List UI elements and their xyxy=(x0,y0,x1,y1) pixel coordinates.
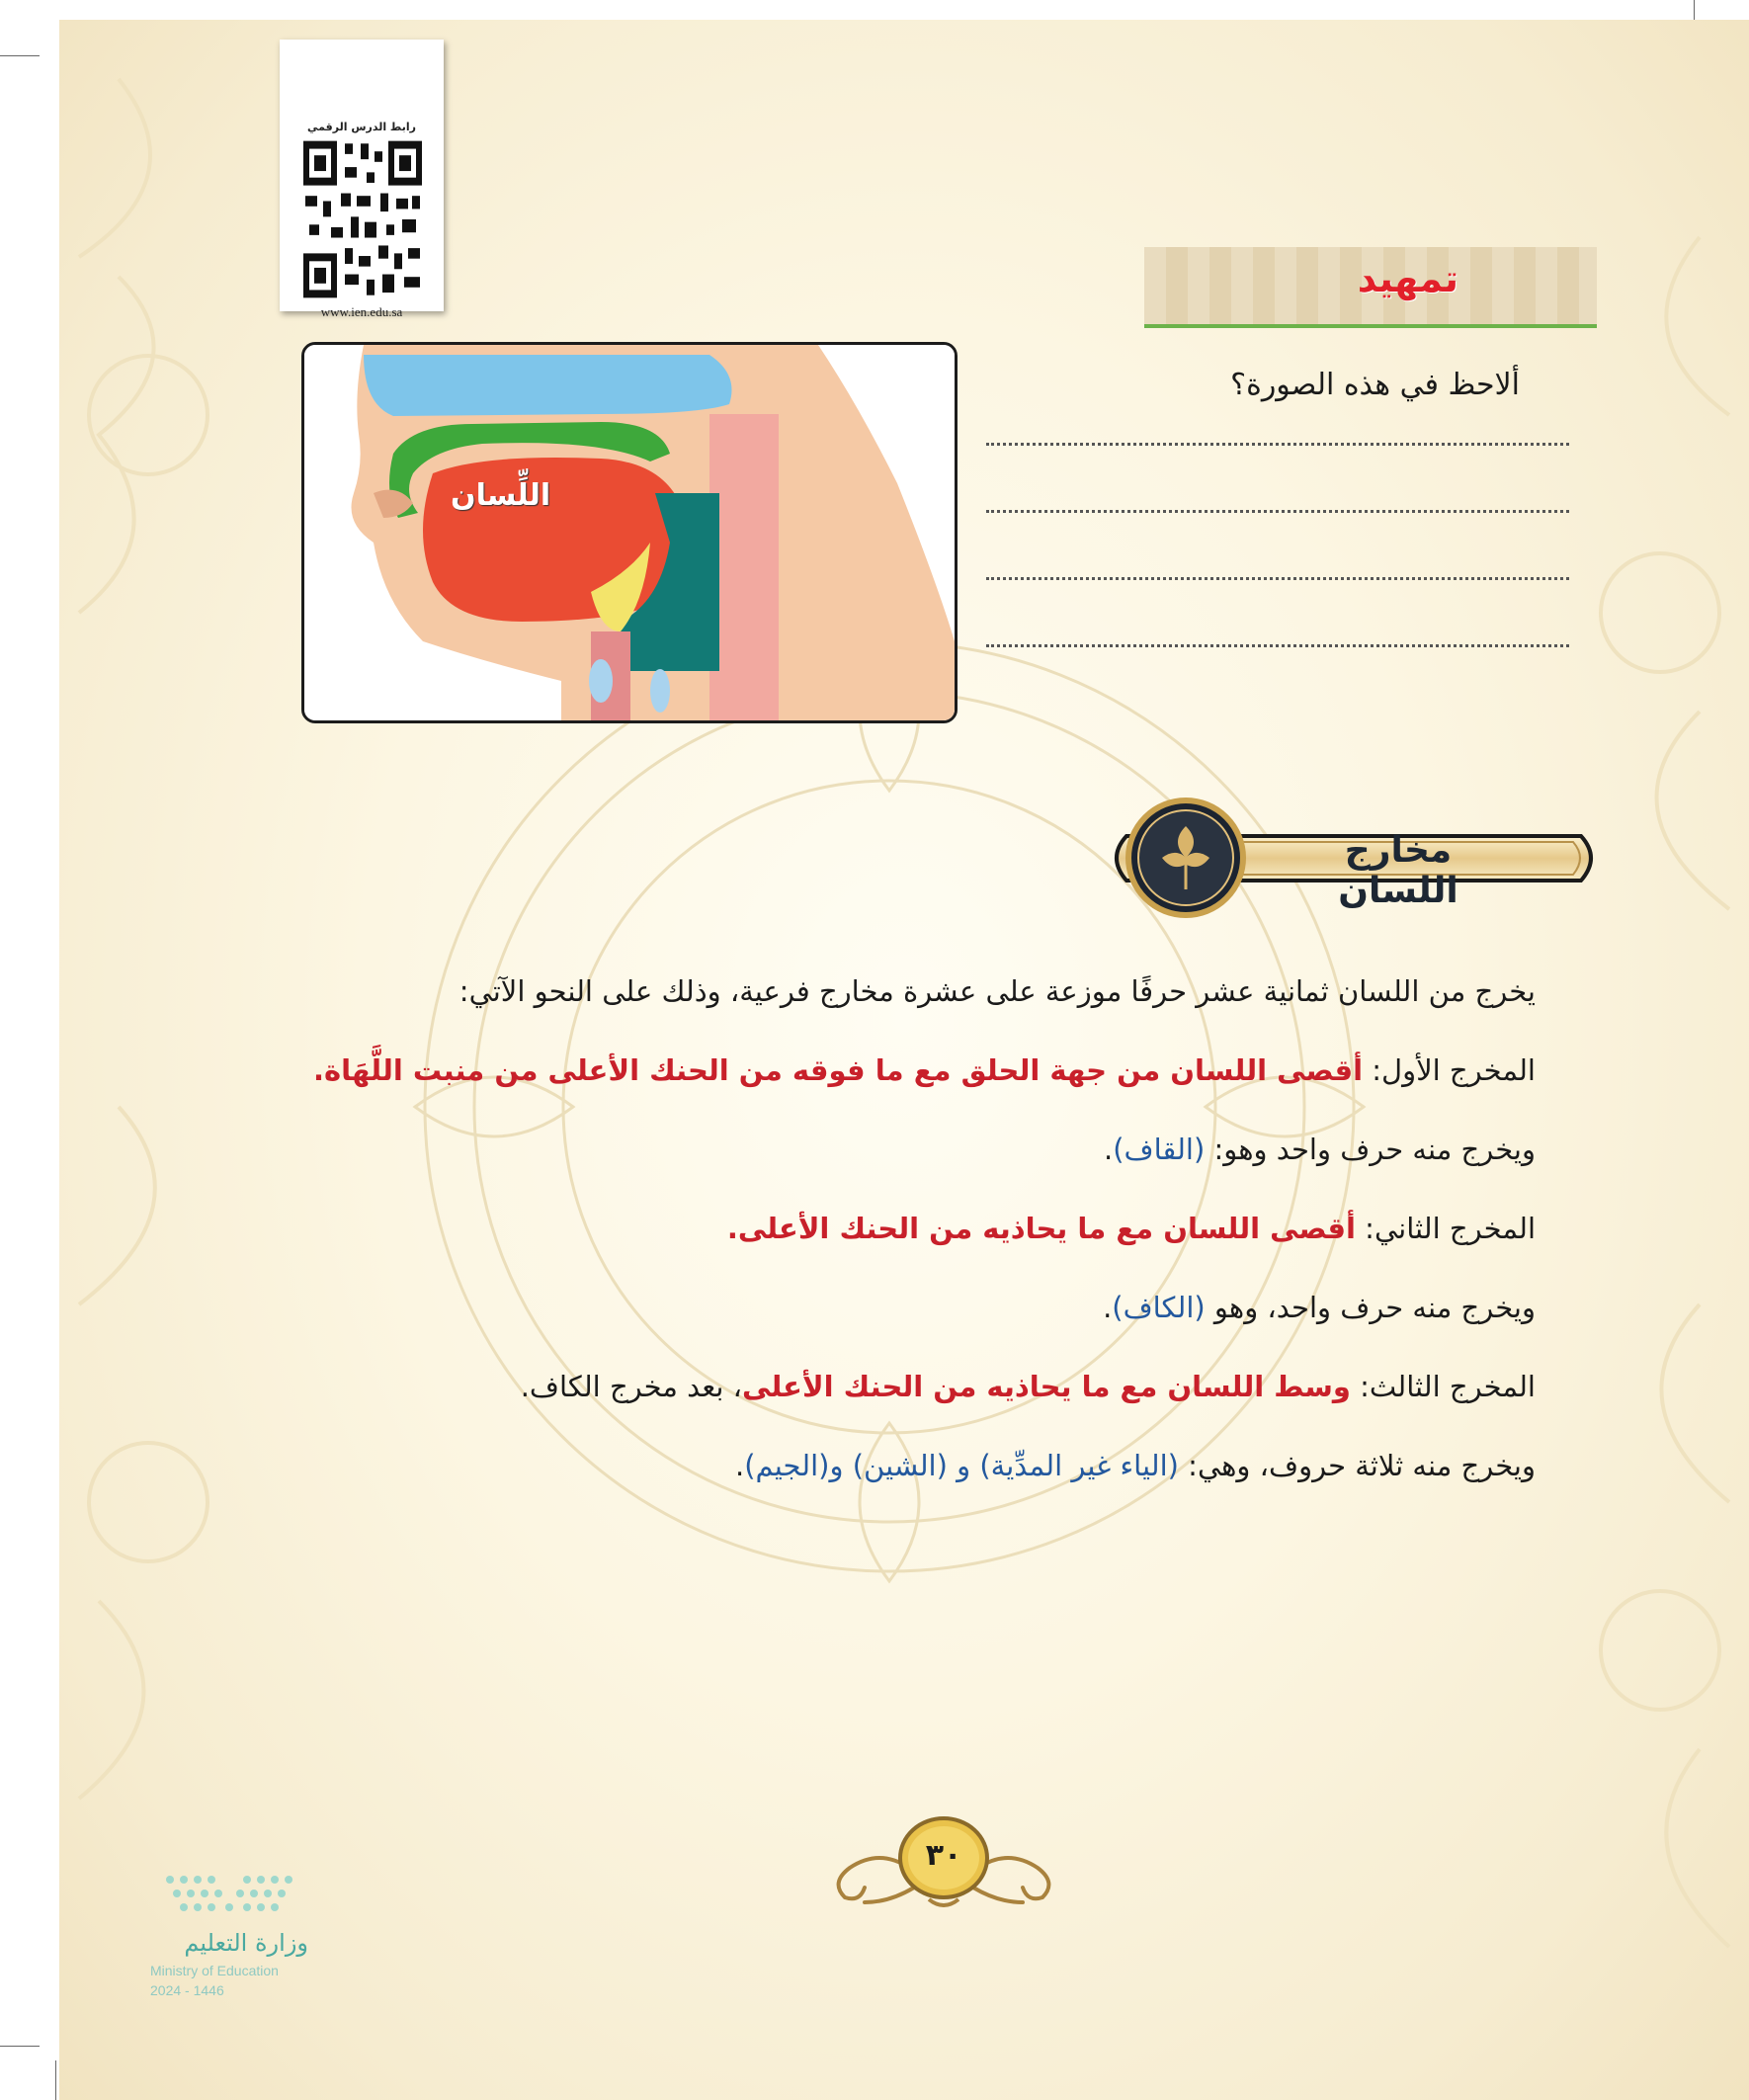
makhraj-3-letters-prefix: ويخرج منه ثلاثة حروف، وهي: xyxy=(1178,1449,1536,1482)
makhraj-2-letters-prefix: ويخرج منه حرف واحد، وهو xyxy=(1205,1291,1536,1324)
makhraj-3-text: وسط اللسان مع ما يحاذيه من الحنك الأعلى xyxy=(742,1370,1351,1403)
crop-mark xyxy=(55,2060,56,2100)
answer-line[interactable] xyxy=(986,510,1569,513)
makhraj-3-definition xyxy=(350,1370,1536,1403)
makhraj-3-label: المخرج الثالث: xyxy=(1350,1370,1536,1403)
section-title: مخارج اللسان xyxy=(1338,830,1458,911)
makhraj-3-letters xyxy=(350,1449,1536,1482)
makhraj-2-letters-suffix: . xyxy=(1103,1291,1113,1324)
page-number-ornament xyxy=(820,1808,1067,1917)
tongue-figure xyxy=(301,342,958,723)
answer-line[interactable] xyxy=(986,644,1569,647)
answer-line[interactable] xyxy=(986,443,1569,446)
answer-line[interactable] xyxy=(986,577,1569,580)
makhraj-2-letters xyxy=(350,1291,1536,1324)
intro-line: يخرج من اللسان ثمانية عشر حرفًا موزعة على عشرة مخارج فرعية، وذلك على النحو الآتي: xyxy=(458,974,1536,1008)
observation-question: ألاحظ في هذه الصورة؟ xyxy=(1230,368,1520,402)
crop-mark xyxy=(0,2046,40,2047)
makhraj-1-letters-prefix: ويخرج منه حرف واحد وهو: xyxy=(1205,1133,1536,1166)
makhraj-2-definition xyxy=(350,1212,1536,1245)
intro-heading: تمهيد xyxy=(1357,257,1458,300)
makhraj-2-text: أقصى اللسان مع ما يحاذيه من الحنك الأعلى. xyxy=(726,1212,1356,1245)
qr-code-card[interactable] xyxy=(280,40,444,319)
makhraj-1-letters xyxy=(350,1133,1536,1166)
makhraj-3-suffix: ، بعد مخرج الكاف. xyxy=(520,1370,742,1403)
crop-mark xyxy=(0,55,40,56)
makhraj-1-definition xyxy=(312,1053,1536,1087)
intro-banner xyxy=(1144,247,1597,328)
ministry-dots-icon xyxy=(150,1868,308,1927)
makhraj-1-label: المخرج الأول: xyxy=(1363,1053,1536,1087)
makhraj-3-letters-suffix: . xyxy=(734,1449,745,1482)
qr-url[interactable]: www.ien.edu.sa xyxy=(320,304,403,319)
makhraj-1-letters-value: (القاف) xyxy=(1113,1133,1206,1166)
makhraj-2-letters-value: (الكاف) xyxy=(1112,1291,1206,1324)
textbook-page xyxy=(59,20,1749,2100)
makhraj-2-label: المخرج الثاني: xyxy=(1355,1212,1536,1245)
makhraj-1-letters-suffix: . xyxy=(1103,1133,1114,1166)
intro-paragraph xyxy=(350,974,1536,1008)
page-number: ٣٠ xyxy=(925,1838,962,1873)
ministry-name-ar: وزارة التعليم xyxy=(184,1929,308,1957)
head-cross-section-illustration xyxy=(304,345,955,720)
makhraj-3-letters-value: (الياء غير المدِّية) و (الشين) و(الجيم) xyxy=(744,1449,1179,1482)
ministry-name-en: Ministry of Education xyxy=(150,1963,279,1978)
qr-code-icon[interactable] xyxy=(301,138,424,300)
makhraj-1-text: أقصى اللسان من جهة الحلق مع ما فوقه من الحنك الأعلى من منبت اللَّهَاة. xyxy=(312,1053,1364,1087)
ministry-year: 2024 - 1446 xyxy=(150,1982,224,1998)
tongue-label: اللِّسان xyxy=(451,478,551,513)
qr-title: رابط الدرس الرقمي xyxy=(307,121,416,133)
ministry-logo xyxy=(150,1868,368,1996)
